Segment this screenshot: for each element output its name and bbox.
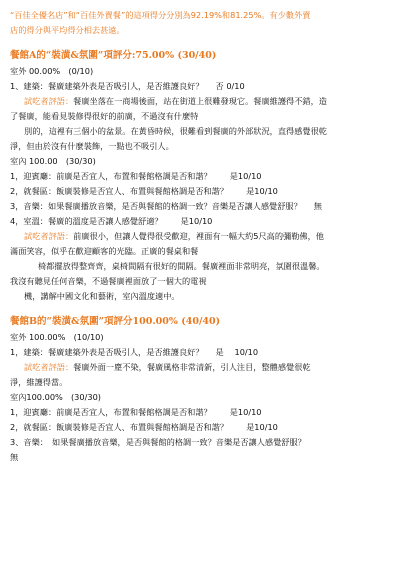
reviewer-comment-line: 椅都擺放得整齊齊，桌椅間隔有很好的間隔。餐廣裡面非常明亮，氛圍很溫馨。 bbox=[38, 261, 325, 271]
question-text: 2，就餐區：飯廣裝修是否宜人、布置與餐館格調是否和諧？ bbox=[10, 186, 229, 196]
question-answer: 是10/10 bbox=[180, 216, 213, 226]
question-answer: 是10/10 bbox=[246, 186, 278, 196]
reviewer-comment-line bbox=[10, 94, 390, 109]
reviewer-comment-line: 機，講解中國文化和藝術，室內溫度適中。 bbox=[24, 291, 180, 301]
interior-score: 室內100.00% (30/30) bbox=[10, 392, 101, 402]
reviewer-comment-line: 滿面笑容，似乎在歡迎顧客的光臨。正廣的餐桌和餐 bbox=[10, 246, 199, 256]
interior-score: 室內 100.00 (30/30) bbox=[10, 156, 96, 166]
reviewer-comment-line: 別的，這裡有三個小的盆景。在黃昏時候，很難看到餐廣的外部狀況，直得感覺很乾 bbox=[24, 126, 327, 136]
question-answer: 是10/10 bbox=[229, 171, 262, 181]
section-heading-restaurant-a: 餐館A的“裝潢&氛圍”項評分:75.00% (30/40) bbox=[10, 50, 217, 61]
question-text: 3，音樂：如果餐廣播放音樂，是否與餐館的格調一致？音樂是否讓人感覺舒服？ bbox=[10, 201, 302, 211]
question-reception bbox=[10, 169, 390, 184]
question-building bbox=[10, 345, 390, 360]
question-music bbox=[10, 199, 390, 214]
question-music: 3、音樂： 如果餐廣播放音樂，是否與餐館的格調一致？音樂是否讓人感覺舒服？ bbox=[10, 437, 306, 447]
question-answer: 是 10/10 bbox=[215, 347, 259, 357]
reviewer-comment-text: 餐廣外面一塵不染，餐廣風格非常清新，引人注目，整體感覺很乾 bbox=[73, 362, 311, 372]
reviewer-comment-text: 前廣很小，但讓人覺得很受歡迎，裡面有一幅大約5尺高的彌勒佛，他 bbox=[73, 231, 324, 241]
question-building bbox=[10, 79, 390, 94]
question-answer: 是10/10 bbox=[229, 407, 262, 417]
reviewer-comment-label: 試吃者評語： bbox=[24, 231, 74, 241]
reviewer-comment-text: 餐廣坐落在一商場後面，站在街道上很難發現它。餐廣維護得不錯，造 bbox=[73, 96, 327, 106]
reviewer-comment-line bbox=[10, 360, 390, 375]
reviewer-comment-label: 試吃者評語： bbox=[24, 362, 74, 372]
question-text: 4，室溫：餐廣的溫度是否讓人感覺舒適？ bbox=[10, 216, 163, 226]
question-text: 1，迎賓廳：前廣是否宜人，布置和餐館格調是否和諧？ bbox=[10, 171, 212, 181]
question-reception bbox=[10, 405, 390, 420]
question-answer: 是10/10 bbox=[246, 422, 278, 432]
question-text: 2，就餐區：飯廣裝修是否宜人、布置與餐館格調是否和諧？ bbox=[10, 422, 229, 432]
reviewer-comment-line: 了餐廣，能看見裝修得很好的前廣，不過沒有什麼特 bbox=[10, 111, 199, 121]
question-temperature bbox=[10, 214, 390, 229]
reviewer-comment-line: 淨，維護得當。 bbox=[10, 377, 68, 387]
question-answer: 否 0/10 bbox=[215, 81, 245, 91]
question-dining-area bbox=[10, 420, 390, 435]
question-answer: 無 bbox=[313, 201, 322, 211]
reviewer-comment-line: 我沒有聽見任何音樂，不過餐廣裡面放了一個大的電視 bbox=[10, 276, 207, 286]
exterior-score: 室外 100.00% (10/10) bbox=[10, 332, 104, 342]
exterior-score: 室外 00.00% (0/10) bbox=[10, 66, 94, 76]
reviewer-comment-label: 試吃者評語： bbox=[24, 96, 74, 106]
question-answer: 無 bbox=[10, 452, 19, 462]
reviewer-comment-line bbox=[10, 229, 390, 244]
question-text: 1，迎賓廳：前廣是否宜人，布置和餐館格調是否和諧？ bbox=[10, 407, 212, 417]
intro-line-1: “百佳全優名店”和“百佳外賣餐”的這項得分分別為92.19%和81.25%。有少數外賣 bbox=[10, 10, 311, 20]
question-text: 1，建築：餐廣建築外表是否吸引人，是否維護良好？ bbox=[10, 347, 204, 357]
section-heading-restaurant-b: 餐館B的“裝潢&氛圍”項評分100.00% (40/40) bbox=[10, 316, 221, 327]
intro-line-2: 店的得分與平均得分相去甚遠。 bbox=[10, 25, 125, 35]
question-text: 1、建築：餐廣建築外表是否吸引人，是否維護良好？ bbox=[10, 81, 204, 91]
reviewer-comment-line: 淨，但由於沒有什麼裝飾，一點也不吸引人。 bbox=[10, 141, 174, 151]
question-dining-area bbox=[10, 184, 390, 199]
